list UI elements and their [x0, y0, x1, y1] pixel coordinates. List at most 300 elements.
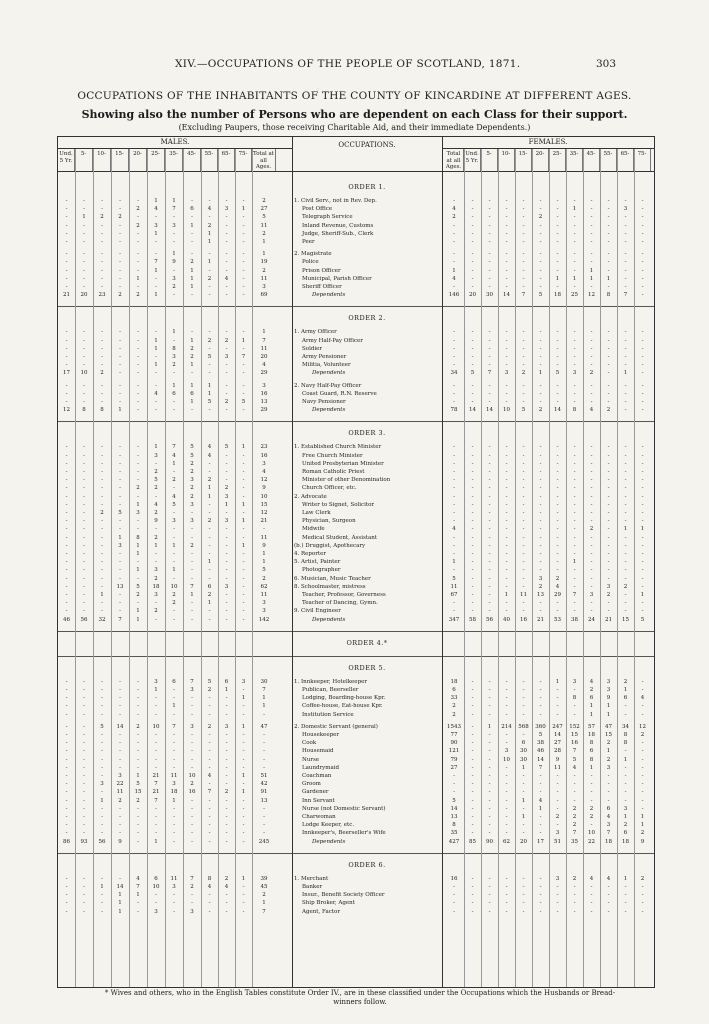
male-age-cell: -	[101, 695, 103, 702]
female-age-cell: 14	[554, 732, 561, 738]
male-age-cell: -	[83, 748, 85, 755]
female-age-cell: -	[522, 789, 525, 796]
male-age-cell: 1	[190, 337, 194, 344]
male-total-cell: 7	[262, 908, 266, 915]
females-heading: FEMALES.	[442, 137, 654, 149]
male-age-cell: 2	[118, 292, 122, 299]
occupation-label: Institution Service	[302, 711, 354, 718]
male-age-cell: -	[242, 559, 245, 566]
male-age-cell: -	[191, 526, 193, 533]
male-age-cell: -	[208, 284, 211, 290]
male-age-cell: -	[101, 222, 103, 229]
male-age-cell: 1	[207, 390, 212, 397]
female-age-cell: -	[505, 781, 508, 788]
female-age-cell: -	[624, 534, 627, 541]
female-age-cell: -	[539, 230, 542, 237]
male-age-cell: -	[137, 337, 139, 344]
female-age-cell: -	[556, 222, 559, 229]
male-age-cell: -	[65, 452, 68, 459]
male-age-cell: -	[242, 534, 245, 541]
occupation-label: Coffee-house, Eat-house Kpr.	[302, 703, 383, 710]
male-age-cell: 11	[116, 789, 124, 796]
male-age-cell: -	[65, 740, 68, 747]
female-age-cell: -	[471, 354, 474, 360]
female-age-cell: -	[539, 908, 542, 915]
female-age-cell: -	[539, 382, 542, 389]
female-age-cell: -	[505, 469, 508, 475]
female-age-cell: -	[539, 206, 542, 213]
male-age-cell: -	[65, 230, 68, 237]
male-age-cell: -	[119, 518, 121, 525]
male-age-cell: -	[65, 884, 68, 890]
male-age-cell: 1	[136, 275, 140, 282]
male-age-cell: -	[137, 814, 139, 820]
male-age-cell: 1	[224, 687, 229, 693]
male-age-cell: 1	[172, 382, 176, 389]
female-age-cell: -	[488, 559, 491, 566]
male-age-cell: 6	[224, 678, 229, 685]
male-age-cell: -	[173, 485, 175, 492]
male-age-cell: -	[83, 259, 85, 266]
female-total-cell: 33	[450, 695, 458, 702]
male-age-cell: -	[83, 501, 85, 508]
male-age-cell: -	[225, 592, 228, 598]
female-age-cell: 28	[554, 748, 561, 755]
male-age-cell: -	[83, 390, 85, 397]
male-age-cell: -	[65, 510, 68, 516]
male-age-cell: -	[155, 695, 157, 702]
female-total-cell: 6	[452, 687, 456, 693]
male-age-cell: -	[119, 452, 121, 459]
male-age-cell: -	[65, 687, 68, 693]
male-age-cell: 1	[190, 382, 194, 389]
male-age-cell: 3	[190, 908, 194, 915]
female-total-cell: 146	[448, 292, 460, 299]
female-age-cell: -	[607, 284, 610, 290]
male-age-cell: -	[101, 583, 103, 590]
female-total-cell: -	[453, 198, 455, 204]
female-age-cell: 14	[469, 407, 476, 414]
male-age-cell: -	[155, 703, 157, 710]
female-age-cell: 1	[589, 711, 594, 718]
female-age-cell: -	[641, 275, 644, 282]
male-age-cell: -	[173, 214, 175, 221]
occupation-label: Medical Student, Assistant	[302, 534, 378, 541]
occupation-label: Navy Pensioner	[302, 399, 346, 405]
male-age-cell: -	[225, 748, 228, 755]
male-age-cell: -	[83, 518, 85, 525]
male-age-cell: -	[119, 460, 121, 467]
female-age-cell: -	[607, 382, 610, 389]
male-age-cell: -	[119, 756, 121, 763]
female-age-cell: 30	[520, 748, 527, 755]
male-age-cell: -	[225, 267, 228, 274]
female-age-cell: -	[471, 900, 474, 907]
male-total-cell: 4	[262, 362, 266, 369]
male-age-cell: -	[155, 354, 157, 360]
male-age-cell: -	[242, 407, 245, 414]
female-age-cell: -	[573, 460, 576, 467]
female-age-cell: 8	[572, 695, 577, 702]
male-age-cell: -	[173, 732, 175, 738]
male-age-cell: -	[65, 469, 68, 475]
male-age-cell: -	[83, 822, 85, 829]
male-total-cell: 62	[260, 583, 268, 590]
female-age-cell: 5	[470, 370, 475, 377]
male-age-cell: -	[101, 362, 103, 369]
female-age-cell: 1	[555, 275, 560, 282]
female-age-header: 10-	[498, 149, 515, 171]
female-age-cell: -	[471, 875, 474, 882]
male-age-cell: -	[137, 477, 139, 484]
male-age-cell: 7	[190, 583, 194, 590]
male-age-cell: -	[208, 748, 211, 755]
male-age-cell: -	[208, 616, 211, 623]
female-age-cell: -	[556, 469, 559, 475]
male-total-cell: -	[263, 805, 265, 812]
male-age-cell: -	[208, 703, 211, 710]
male-age-cell: -	[155, 732, 157, 738]
male-age-cell: -	[225, 567, 228, 574]
male-age-cell: 3	[190, 518, 194, 525]
male-age-cell: 11	[170, 773, 178, 779]
female-age-cell: -	[624, 900, 627, 907]
female-age-cell: -	[556, 259, 559, 266]
male-age-cell: 1	[172, 329, 176, 336]
male-age-cell: -	[155, 559, 157, 566]
female-age-cell: 2	[589, 687, 594, 693]
male-age-cell: 2	[154, 469, 158, 475]
female-total-cell: 4	[452, 526, 456, 533]
male-age-cell: -	[65, 214, 68, 221]
female-age-cell: -	[624, 551, 627, 557]
female-age-cell: -	[488, 551, 491, 557]
female-age-cell: -	[556, 444, 559, 451]
male-age-cell: -	[191, 329, 193, 336]
female-age-cell: -	[505, 567, 508, 574]
female-age-cell: -	[556, 284, 559, 290]
male-age-cell: 3	[118, 542, 122, 549]
male-age-cell: -	[191, 822, 193, 829]
male-age-cell: -	[225, 908, 228, 915]
female-age-cell: -	[522, 214, 525, 221]
female-age-cell: 6	[521, 740, 526, 747]
female-age-cell: -	[641, 773, 644, 779]
column-rule	[252, 149, 253, 987]
female-age-cell: -	[488, 345, 491, 352]
female-age-cell: -	[573, 797, 576, 804]
male-age-cell: -	[101, 678, 103, 685]
female-age-cell: -	[505, 773, 508, 779]
female-age-cell: -	[505, 214, 508, 221]
occupation-label: Soldier	[302, 345, 323, 352]
female-age-cell: -	[505, 452, 508, 459]
female-age-cell: -	[556, 703, 559, 710]
female-age-cell: 18	[588, 732, 595, 738]
male-age-cell: 1	[241, 501, 246, 508]
occupation-label: Teacher of Dancing, Gymn.	[302, 600, 378, 607]
female-age-cell: 8	[589, 756, 594, 763]
female-age-cell: -	[556, 345, 559, 352]
male-age-cell: 2	[190, 259, 194, 266]
female-age-cell: -	[607, 390, 610, 397]
female-age-header: 55-	[600, 149, 617, 171]
female-age-cell: -	[522, 542, 525, 549]
male-total-cell: 245	[258, 838, 270, 845]
male-total-cell: 3	[262, 600, 266, 607]
female-age-cell: -	[522, 444, 525, 451]
female-total-cell: -	[453, 345, 455, 352]
female-age-cell: 4	[640, 695, 645, 702]
female-age-cell: 2	[606, 740, 611, 747]
male-age-cell: -	[137, 354, 139, 360]
male-age-cell: -	[155, 616, 157, 623]
female-age-cell: -	[471, 723, 474, 730]
female-age-cell: -	[505, 678, 508, 685]
male-age-cell: -	[65, 493, 68, 500]
female-age-cell: 14	[554, 407, 561, 414]
male-age-cell: 2	[172, 477, 176, 484]
male-age-cell: 1	[190, 284, 194, 290]
female-age-cell: -	[488, 814, 491, 820]
male-age-cell: -	[83, 382, 85, 389]
female-age-cell: -	[556, 567, 559, 574]
male-age-cell: -	[119, 703, 121, 710]
male-age-cell: 3	[224, 583, 229, 590]
female-age-cell: -	[556, 518, 559, 525]
female-age-cell: -	[539, 542, 542, 549]
male-age-cell: 86	[63, 838, 70, 845]
female-age-cell: -	[590, 198, 593, 204]
male-age-cell: -	[83, 230, 85, 237]
female-age-cell: -	[471, 703, 474, 710]
male-age-cell: 2	[207, 687, 212, 693]
male-age-cell: 1	[241, 773, 246, 779]
male-age-cell: -	[101, 764, 103, 771]
female-age-cell: 1	[623, 687, 628, 693]
female-age-cell: -	[522, 485, 525, 492]
male-age-cell: -	[208, 362, 211, 369]
male-age-cell: 9	[172, 259, 176, 266]
male-age-cell: 4	[136, 875, 140, 882]
female-age-cell: -	[641, 382, 644, 389]
male-age-cell: 12	[63, 407, 70, 414]
male-age-cell: -	[155, 814, 157, 820]
female-age-cell: -	[471, 592, 474, 598]
female-total-cell: -	[453, 501, 455, 508]
occupation-label: 9. Civil Engineer	[294, 608, 341, 615]
male-age-cell: -	[242, 370, 245, 377]
column-rule	[583, 149, 584, 987]
female-age-cell: -	[505, 892, 508, 899]
male-age-cell: -	[65, 695, 68, 702]
female-age-cell: -	[471, 477, 474, 484]
male-age-cell: -	[101, 206, 103, 213]
female-age-cell: -	[488, 703, 491, 710]
female-age-cell: -	[607, 526, 610, 533]
male-age-cell: 2	[190, 493, 194, 500]
male-age-cell: 3	[172, 354, 176, 360]
male-age-cell: -	[191, 370, 193, 377]
female-age-cell: -	[641, 510, 644, 516]
male-age-cell: -	[83, 444, 85, 451]
female-age-cell: -	[641, 362, 644, 369]
male-age-cell: -	[119, 678, 121, 685]
female-age-cell: 57	[588, 723, 595, 730]
male-age-cell: 2	[224, 485, 229, 492]
male-age-cell: -	[101, 830, 103, 837]
female-age-cell: -	[505, 608, 508, 615]
male-age-cell: 7	[154, 797, 158, 804]
female-age-cell: -	[573, 703, 576, 710]
male-age-cell: -	[137, 399, 139, 405]
male-age-cell: -	[137, 748, 139, 755]
female-age-cell: 27	[554, 740, 561, 747]
female-age-cell: 5	[572, 756, 577, 763]
male-age-cell: -	[242, 892, 245, 899]
male-age-cell: -	[83, 526, 85, 533]
female-age-cell: -	[556, 390, 559, 397]
male-age-cell: -	[119, 259, 121, 266]
male-age-cell: 3	[154, 567, 158, 574]
female-age-cell: -	[607, 399, 610, 405]
female-age-cell: -	[471, 518, 474, 525]
male-age-cell: -	[101, 600, 103, 607]
female-age-cell: 3	[572, 678, 577, 685]
female-age-cell: -	[590, 452, 593, 459]
female-age-cell: -	[590, 559, 593, 566]
male-total-cell: -	[263, 764, 265, 771]
male-age-cell: 3	[224, 354, 229, 360]
male-age-cell: -	[65, 814, 68, 820]
female-total-cell: 1	[452, 267, 456, 274]
female-age-cell: -	[590, 354, 593, 360]
male-age-cell: -	[65, 583, 68, 590]
male-age-cell: 4	[207, 444, 212, 451]
male-age-cell: -	[65, 239, 68, 245]
female-age-cell: -	[624, 214, 627, 221]
female-age-cell: -	[539, 444, 542, 451]
male-age-cell: -	[83, 608, 85, 615]
female-age-cell: 16	[571, 740, 578, 747]
female-total-cell: 18	[450, 678, 458, 685]
female-age-cell: -	[641, 493, 644, 500]
male-age-cell: 1	[207, 230, 212, 237]
male-age-cell: -	[119, 711, 121, 718]
male-age-header: 45-	[183, 149, 201, 171]
male-age-cell: 1	[241, 723, 246, 730]
male-age-cell: -	[119, 875, 121, 882]
female-age-cell: -	[624, 444, 627, 451]
male-age-cell: -	[119, 275, 121, 282]
female-age-cell: 34	[622, 723, 629, 730]
male-total-cell: -	[263, 822, 265, 829]
male-age-cell: -	[155, 822, 157, 829]
male-age-cell: -	[119, 830, 121, 837]
occupation-label: United Presbyterian Minister	[302, 460, 384, 467]
female-age-cell: 24	[588, 616, 595, 623]
male-age-cell: -	[173, 764, 175, 771]
female-age-cell: -	[505, 797, 508, 804]
female-age-cell: -	[522, 892, 525, 899]
female-age-cell: -	[522, 493, 525, 500]
male-age-cell: -	[173, 695, 175, 702]
female-age-cell: -	[590, 797, 593, 804]
female-age-cell: -	[607, 518, 610, 525]
male-age-cell: 1	[207, 493, 212, 500]
female-age-cell: -	[505, 875, 508, 882]
male-age-cell: -	[83, 756, 85, 763]
male-age-cell: -	[155, 382, 157, 389]
female-age-cell: -	[641, 703, 644, 710]
female-age-cell: -	[488, 501, 491, 508]
male-age-cell: -	[191, 198, 193, 204]
male-total-cell: 1	[262, 703, 266, 710]
female-age-cell: -	[522, 551, 525, 557]
occupation-label: Church Officer, etc.	[302, 485, 357, 492]
male-age-cell: -	[208, 740, 211, 747]
male-total-cell: 15	[260, 501, 268, 508]
female-age-cell: -	[624, 518, 627, 525]
occupation-label: Teacher, Professor, Governess	[302, 592, 386, 598]
male-age-cell: -	[119, 600, 121, 607]
female-total-cell: -	[453, 230, 455, 237]
male-age-cell: -	[119, 575, 121, 582]
female-age-cell: -	[590, 583, 593, 590]
male-age-cell: -	[101, 198, 103, 204]
female-age-cell: -	[624, 485, 627, 492]
female-total-cell: 2	[452, 711, 456, 718]
male-age-cell: -	[242, 382, 245, 389]
occupation-label: Inn Servant	[302, 797, 335, 804]
male-age-cell: 7	[154, 259, 158, 266]
female-age-cell: -	[573, 267, 576, 274]
male-age-cell: -	[101, 518, 103, 525]
male-age-cell: -	[65, 198, 68, 204]
male-age-cell: 1	[190, 267, 194, 274]
male-age-cell: -	[65, 251, 68, 258]
female-age-cell: -	[573, 444, 576, 451]
male-age-cell: -	[173, 830, 175, 837]
female-age-cell: -	[471, 230, 474, 237]
male-age-cell: -	[191, 764, 193, 771]
male-age-cell: -	[173, 805, 175, 812]
female-age-cell: -	[641, 251, 644, 258]
female-age-cell: -	[590, 469, 593, 475]
female-age-cell: 3	[606, 822, 611, 829]
female-age-cell: -	[488, 875, 491, 882]
female-age-cell: -	[505, 259, 508, 266]
female-age-cell: -	[471, 732, 474, 738]
male-age-cell: -	[119, 251, 121, 258]
column-rule	[183, 149, 184, 987]
occupation-label: 1. Civil Serv., not in Rev. Dep.	[294, 198, 377, 204]
male-age-cell: -	[83, 600, 85, 607]
female-age-cell: -	[539, 362, 542, 369]
male-age-cell: 5	[172, 501, 176, 508]
female-age-cell: -	[539, 345, 542, 352]
female-age-cell: -	[590, 485, 593, 492]
section-rule	[292, 137, 293, 987]
female-age-cell: 2	[623, 822, 628, 829]
female-age-cell: -	[522, 337, 525, 344]
female-age-cell: 8	[623, 740, 628, 747]
female-age-cell: -	[488, 892, 491, 899]
male-age-cell: -	[191, 695, 193, 702]
female-age-cell: -	[505, 542, 508, 549]
female-age-cell: -	[471, 399, 474, 405]
male-age-cell: -	[242, 797, 245, 804]
